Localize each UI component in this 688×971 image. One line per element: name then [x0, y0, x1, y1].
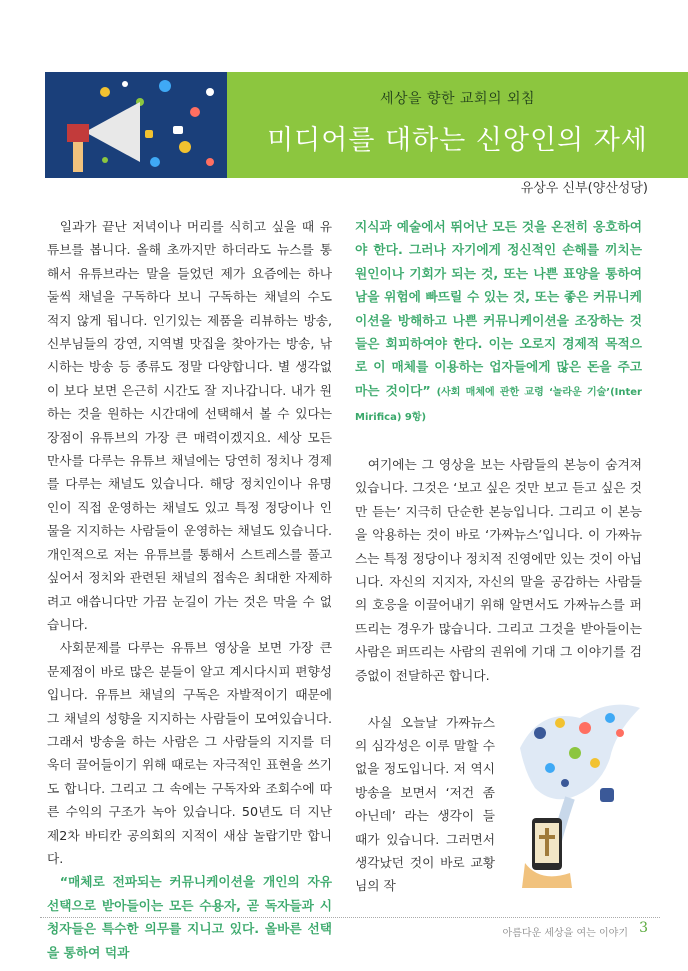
footer-divider: [40, 917, 660, 918]
left-column: [47, 215, 332, 964]
council-quote-continued: [355, 215, 642, 430]
council-quote-text: 지식과 예술에서 뛰어난 모든 것을 온전히 옹호하여야 한다. 그러나 자기에게 정신적인 손해를 끼치는 원인이나 기회가 되는 것, 또는 나쁜 표양을 통하여 남을 위험에 빠뜨릴 수 있는 것, 또는 좋은 커뮤니케이션을 방해하고 나쁜 커뮤니케이션을 조장하는 것들은 회피하여야 한다. 이는 오로지 경제적 목적으로 이 매체를 이용하는 업자들에게 많은 돈을 주고 마는 것이다”: [355, 219, 642, 398]
section-subtitle: 세상을 향한 교회의 외침: [379, 91, 536, 107]
paragraph: 사실 오늘날 가짜뉴스의 심각성은 이루 말할 수 없을 정도입니다. 저 역시 방송을 보면서 ‘저건 좀 아닌데’ 라는 생각이 들 때가 있습니다. 그러면서 생각났던 것이 바로 교황님의 작: [355, 714, 495, 894]
paragraph: 여기에는 그 영상을 보는 사람들의 본능이 숨겨져 있습니다. 그것은 ‘보고 싶은 것만 보고 듣고 싶은 것만 듣는’ 지극히 단순한 본능입니다. 그리고 이 본능을 악용하는 것이 바로 ‘가짜뉴스’입니다. 이 가짜뉴스는 특정 정당이나 정치적 진영에만 있는 것이 아닙니다. 자신의 지지자, 자신의 말을 공감하는 사람들의 호응을 이끌어내기 위해 알면서도 가짜뉴스를 퍼뜨리는 경우가 많습니다. 그리고 그것을 받아들이는 사람은 퍼뜨리는 사람의 권위에 기대 그 이야기를 검증없이 전달하곤 합니다.: [355, 457, 642, 683]
dove-social-media-icon: [500, 688, 650, 893]
page-number: 3: [639, 920, 648, 936]
article-title: 미디어를 대하는 신앙인의 자세: [267, 125, 648, 156]
megaphone-social-media-icon: [45, 72, 227, 178]
paragraph: 일과가 끝난 저녁이나 머리를 식히고 싶을 때 유튜브를 봅니다. 올해 초까지만 하더라도 뉴스를 통해서 유튜브라는 말을 들었던 제가 요즘에는 하나 둘씩 채널을 구독하다 보니 구독하는 채널의 수도 적지 않게 됩니다. 인기있는 제품을 리뷰하는 방송, 신부님들의 강연, 지역별 맛집을 찾아가는 방송, 낚시하는 방송 등 종류도 정말 다양합니다. 별 생각없이 보다 보면 은근히 시간도 잘 지나갑니다. 내가 원하는 것을 원하는 시간대에 선택해서 볼 수 있다는 장점이 유튜브의 가장 큰 매력이겠지요. 세상 모든 만사를 다루는 유튜브 채널에는 당연히 정치나 경제를 다루는 채널도 있습니다. 해당 정치인이나 유명인이 직접 운영하는 채널도 있고 특정 정당이나 인물을 지지하는 사람들이 운영하는 채널도 있습니다. 개인적으로 저는 유튜브를 통해서 스트레스를 풀고 싶어서 정치와 관련된 채널의 접속은 최대한 자제하려고 애씁니다만 가끔 눈길이 가는 것은 막을 수 없습니다.: [47, 219, 332, 632]
author-byline: 유상우 신부(양산성당): [520, 181, 648, 196]
paragraph: 사회문제를 다루는 유튜브 영상을 보면 가장 큰 문제점이 바로 많은 분들이 알고 계시다시피 편향성입니다. 유튜브 채널의 구독은 자발적이기 때문에 그 채널의 성향을 지지하는 사람들이 모여있습니다. 그래서 방송을 하는 사람은 그 사람들의 지지를 더욱더 끌어들이기 위해 때로는 자극적인 표현을 쓰기도 합니다. 그리고 그 속에는 구독자와 조회수에 따른 수익의 구조가 녹아 있습니다. 50년도 더 지난 제2차 바티칸 공의회의 지적이 새삼 놀랍기만 합니다.: [47, 640, 332, 866]
council-quote-start: “매체로 전파되는 커뮤니케이션을 개인의 자유 선택으로 받아들이는 모든 수용자, 곧 독자들과 시청자들은 특수한 의무를 지니고 있다. 올바른 선택을 통하여 덕과: [47, 874, 332, 960]
magazine-name: 아름다운 세상을 여는 이야기: [502, 928, 628, 939]
quote-citation: (사회 매체에 관한 교령 ‘놀라운 기술’(Inter Mirifica) 9항): [355, 386, 642, 424]
